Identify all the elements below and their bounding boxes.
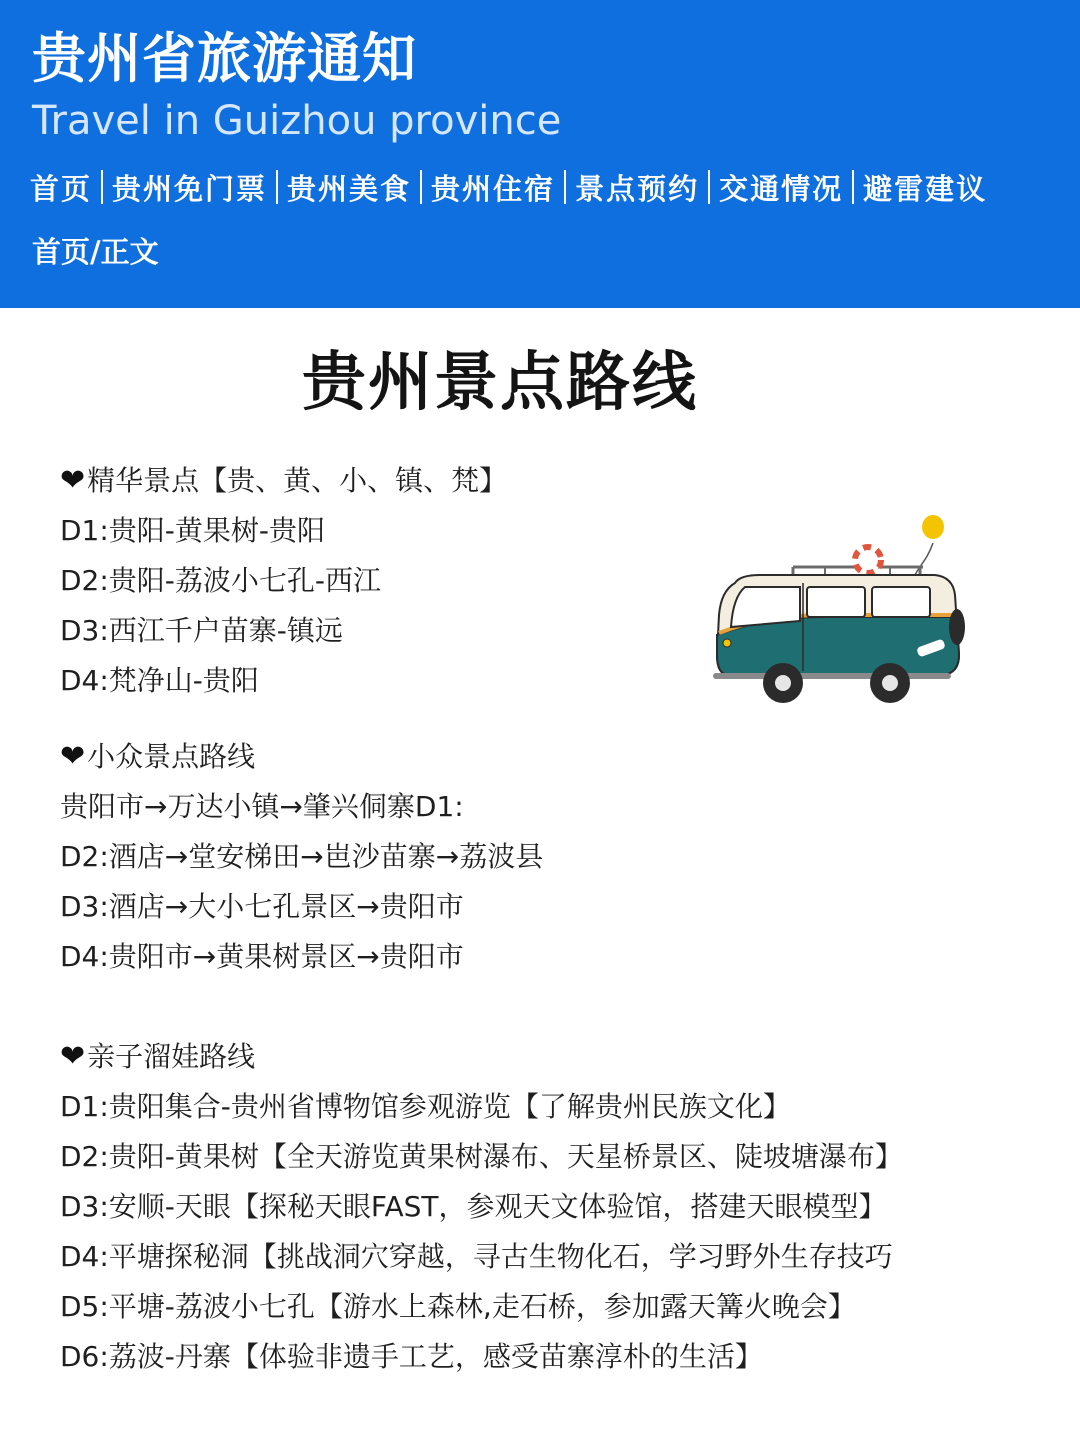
nav-item-lodging[interactable]: 贵州住宿	[431, 171, 556, 206]
nav-item-home[interactable]: 首页	[30, 171, 93, 206]
route-line: D5:平塘-荔波小七孔【游水上森林,走石桥，参加露天篝火晚会】	[60, 1290, 856, 1323]
heart-icon: ❤	[60, 739, 86, 774]
route-section-family	[60, 1032, 903, 1382]
nav-item-traffic[interactable]: 交通情况	[719, 171, 844, 206]
route-line: D3:酒店→大小七孔景区→贵阳市	[60, 890, 464, 923]
breadcrumb	[32, 230, 159, 274]
site-title: 贵州省旅游通知	[32, 27, 417, 90]
route-line: D2:贵阳-黄果树【全天游览黄果树瀑布、天星桥景区、陡坡塘瀑布】	[60, 1140, 903, 1173]
route-line: D2:酒店→堂安梯田→岜沙苗寨→荔波县	[60, 840, 544, 873]
heart-icon: ❤	[60, 1039, 86, 1074]
route-line: D4:平塘探秘洞【挑战洞穴穿越，寻古生物化石，学习野外生存技巧	[60, 1240, 893, 1273]
nav-item-food[interactable]: 贵州美食	[287, 171, 412, 206]
route-line: D3:西江千户苗寨-镇远	[60, 614, 343, 647]
route-line: D6:荔波-丹寨【体验非遗手工艺，感受苗寨淳朴的生活】	[60, 1340, 763, 1373]
route-line: D3:安顺-天眼【探秘天眼FAST，参观天文体验馆，搭建天眼模型】	[60, 1190, 887, 1223]
main-nav	[30, 164, 1080, 210]
nav-item-free-tickets[interactable]: 贵州免门票	[112, 171, 268, 206]
route-line: 贵阳市→万达小镇→肇兴侗寨D1:	[60, 790, 464, 823]
route-line: D1:贵阳集合-贵州省博物馆参观游览【了解贵州民族文化】	[60, 1090, 791, 1123]
section-heading: ❤精华景点【贵、黄、小、镇、梵】	[60, 456, 507, 506]
nav-item-tips[interactable]: 避雷建议	[863, 171, 988, 206]
route-section-highlights	[60, 456, 507, 706]
camper-van-icon	[705, 505, 975, 710]
route-line: D4:贵阳市→黄果树景区→贵阳市	[60, 940, 464, 973]
nav-item-booking[interactable]: 景点预约	[575, 171, 700, 206]
section-heading: ❤小众景点路线	[60, 732, 543, 782]
nav-divider	[276, 170, 278, 204]
route-line: D4:梵净山-贵阳	[60, 664, 259, 697]
breadcrumb-link[interactable]: 首页/正文	[32, 235, 159, 269]
nav-divider	[420, 170, 422, 204]
site-subtitle: Travel in Guizhou province	[32, 98, 562, 144]
heart-icon: ❤	[60, 463, 86, 498]
section-heading: ❤亲子溜娃路线	[60, 1032, 903, 1082]
nav-divider	[564, 170, 566, 204]
nav-divider	[101, 170, 103, 204]
route-line: D2:贵阳-荔波小七孔-西江	[60, 564, 382, 597]
route-section-niche	[60, 732, 543, 982]
nav-divider	[708, 170, 710, 204]
route-line: D1:贵阳-黄果树-贵阳	[60, 514, 326, 547]
site-header	[0, 0, 1080, 308]
article-title: 贵州景点路线	[302, 346, 698, 420]
nav-divider	[852, 170, 854, 204]
